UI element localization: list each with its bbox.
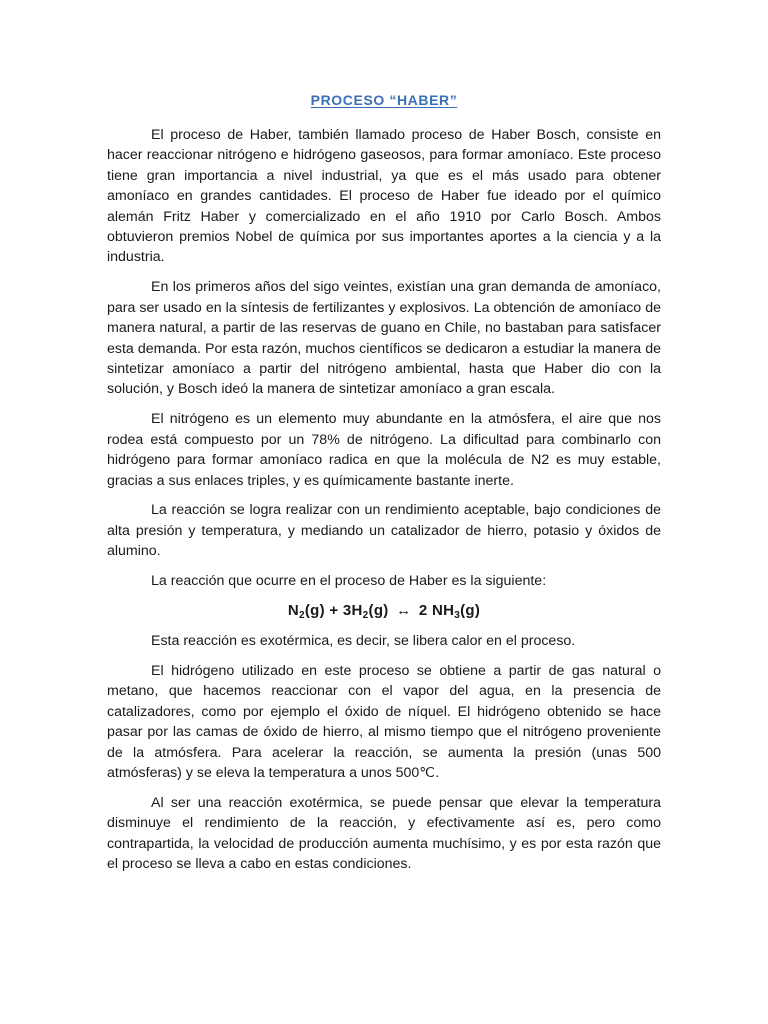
paragraph-exothermic: Esta reacción es exotérmica, es decir, se libera calor en el proceso. <box>151 633 576 650</box>
equation-n-subscript: 2 <box>298 610 305 622</box>
paragraph-conditions: La reacción se logra realizar con un rendimiento aceptable, bajo condiciones de alta presión y temperatura, y mediando un catalizador de hierro, potasio y óxidos de alumino. <box>107 502 661 560</box>
equation-reactants: (g) + 3H <box>304 602 363 620</box>
paragraph-reaction-intro: La reacción que ocurre en el proceso de Haber es la siguiente: <box>151 573 547 590</box>
equilibrium-arrow-icon: ↔ <box>396 602 412 620</box>
equation-nh-subscript: 3 <box>454 610 461 622</box>
equation-g3: (g) <box>460 602 481 620</box>
paragraph-hydrogen: El hidrógeno utilizado en este proceso se obtiene a partir de gas natural o metano, que hacemos reaccionar con el vapor del agua, en la presencia de catalizadores, como por ejemplo el óxido de níquel. El hidrógeno obtenido se hace pasar por las camas de óxido de hierro, al mismo tiempo que el nitrógeno proveniente de la atmósfera. Para acelerar la reacción, se aumenta la presión (unas 500 atmósferas) y se eleva la temperatura a unos 500℃. <box>107 662 661 781</box>
paragraph-temperature: Al ser una reacción exotérmica, se puede pensar que elevar la temperatura disminuye el rendimiento de la reacción, y efectivamente así es, pero como contrapartida, la velocidad de producción aumenta muchísimo, y es por esta razón que el proceso se lleva a cabo en estas condiciones. <box>107 794 661 873</box>
equation-n: N <box>287 602 299 620</box>
equation-g2: (g) <box>368 602 389 620</box>
document-page <box>107 90 661 884</box>
chemical-equation <box>107 601 661 621</box>
paragraph-intro: El proceso de Haber, también llamado proceso de Haber Bosch, consiste en hacer reaccionar nitrógeno e hidrógeno gaseosos, para formar amoníaco. Este proceso tiene gran importancia a nivel industrial, ya que es el más usado para obtener amoníaco en grandes cantidades. El proceso de Haber fue ideado por el químico alemán Fritz Haber y comercializado en el año 1910 por Carlo Bosch. Ambos obtuvieron premios Nobel de química por sus importantes aportes a la ciencia y a la industria. <box>107 127 661 266</box>
paragraph-history: En los primeros años del sigo veintes, existían una gran demanda de amoníaco, para ser usado en la síntesis de fertilizantes y explosivos. La obtención de amoníaco de manera natural, a partir de las reservas de guano en Chile, no bastaban para satisfacer esta demanda. Por esta razón, muchos científicos se dedicaron a estudiar la manera de sintetizar amoníaco a partir del nitrógeno ambiental, hasta que Haber dio con la solución, y Bosch ideó la manera de sintetizar amoníaco a gran escala. <box>107 279 661 398</box>
equation-product: 2 NH <box>418 602 455 620</box>
equation-h-subscript: 2 <box>362 610 369 622</box>
paragraph-nitrogen: El nitrógeno es un elemento muy abundante en la atmósfera, el aire que nos rodea está compuesto por un 78% de nitrógeno. La dificultad para combinarlo con hidrógeno para formar amoníaco radica en que la molécula de N2 es muy estable, gracias a sus enlaces triples, y es químicamente bastante inerte. <box>107 411 661 489</box>
document-title: PROCESO “HABER” <box>310 92 458 108</box>
